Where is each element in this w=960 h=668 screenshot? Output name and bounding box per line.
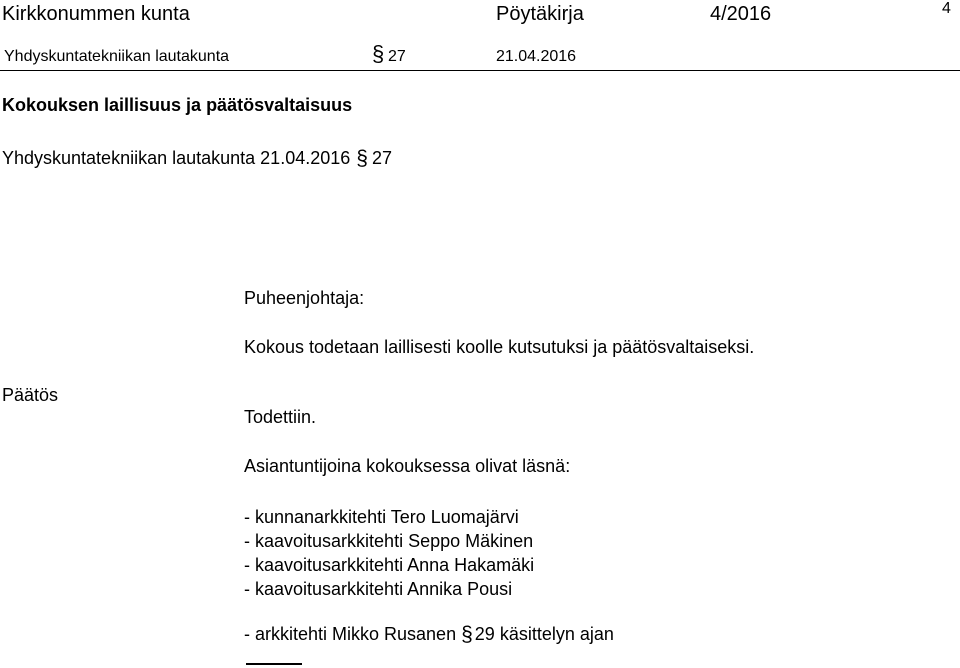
meeting-section-number: 27 [371,148,392,168]
section-number: 27 [388,48,406,65]
list-item: - kaavoitusarkkitehti Seppo Mäkinen [244,531,534,551]
chair-statement: Kokous todetaan laillisesti koolle kutsutuksi ja päätösvaltaiseksi. [244,337,755,357]
board-name: Yhdyskuntatekniikan lautakunta [4,48,230,65]
meeting-reference [2,147,392,168]
experts-intro: Asiantuntijoina kokouksessa olivat läsnä: [244,456,571,476]
last-item-prefix: - arkkitehti Mikko Rusanen [244,624,457,644]
last-item-suffix: 29 käsittelyn ajan [474,624,614,644]
last-item-section-symbol: § [461,623,473,646]
decision-text: Todettiin. [244,407,317,427]
meeting-board: Yhdyskuntatekniikan lautakunta 21.04.2016 [2,148,351,168]
meeting-section-symbol: § [356,147,368,170]
meeting-date: 21.04.2016 [496,48,577,65]
experts-list [244,505,534,601]
signature-line [246,663,302,665]
header-divider [0,70,960,71]
section-symbol: § [372,41,385,66]
chair-label: Puheenjohtaja: [244,288,365,308]
issue-number: 4/2016 [710,3,772,25]
list-item: - kaavoitusarkkitehti Anna Hakamäki [244,555,535,575]
municipality-name: Kirkkonummen kunta [2,3,190,25]
decision-label: Päätös [2,385,59,405]
section-title: Kokouksen laillisuus ja päätösvaltaisuus [2,95,353,115]
list-item: - kunnanarkkitehti Tero Luomajärvi [244,507,519,527]
list-item: - kaavoitusarkkitehti Annika Pousi [244,579,513,599]
document-type: Pöytäkirja [496,3,584,25]
list-item [244,623,614,644]
page-number: 4 [942,0,951,17]
